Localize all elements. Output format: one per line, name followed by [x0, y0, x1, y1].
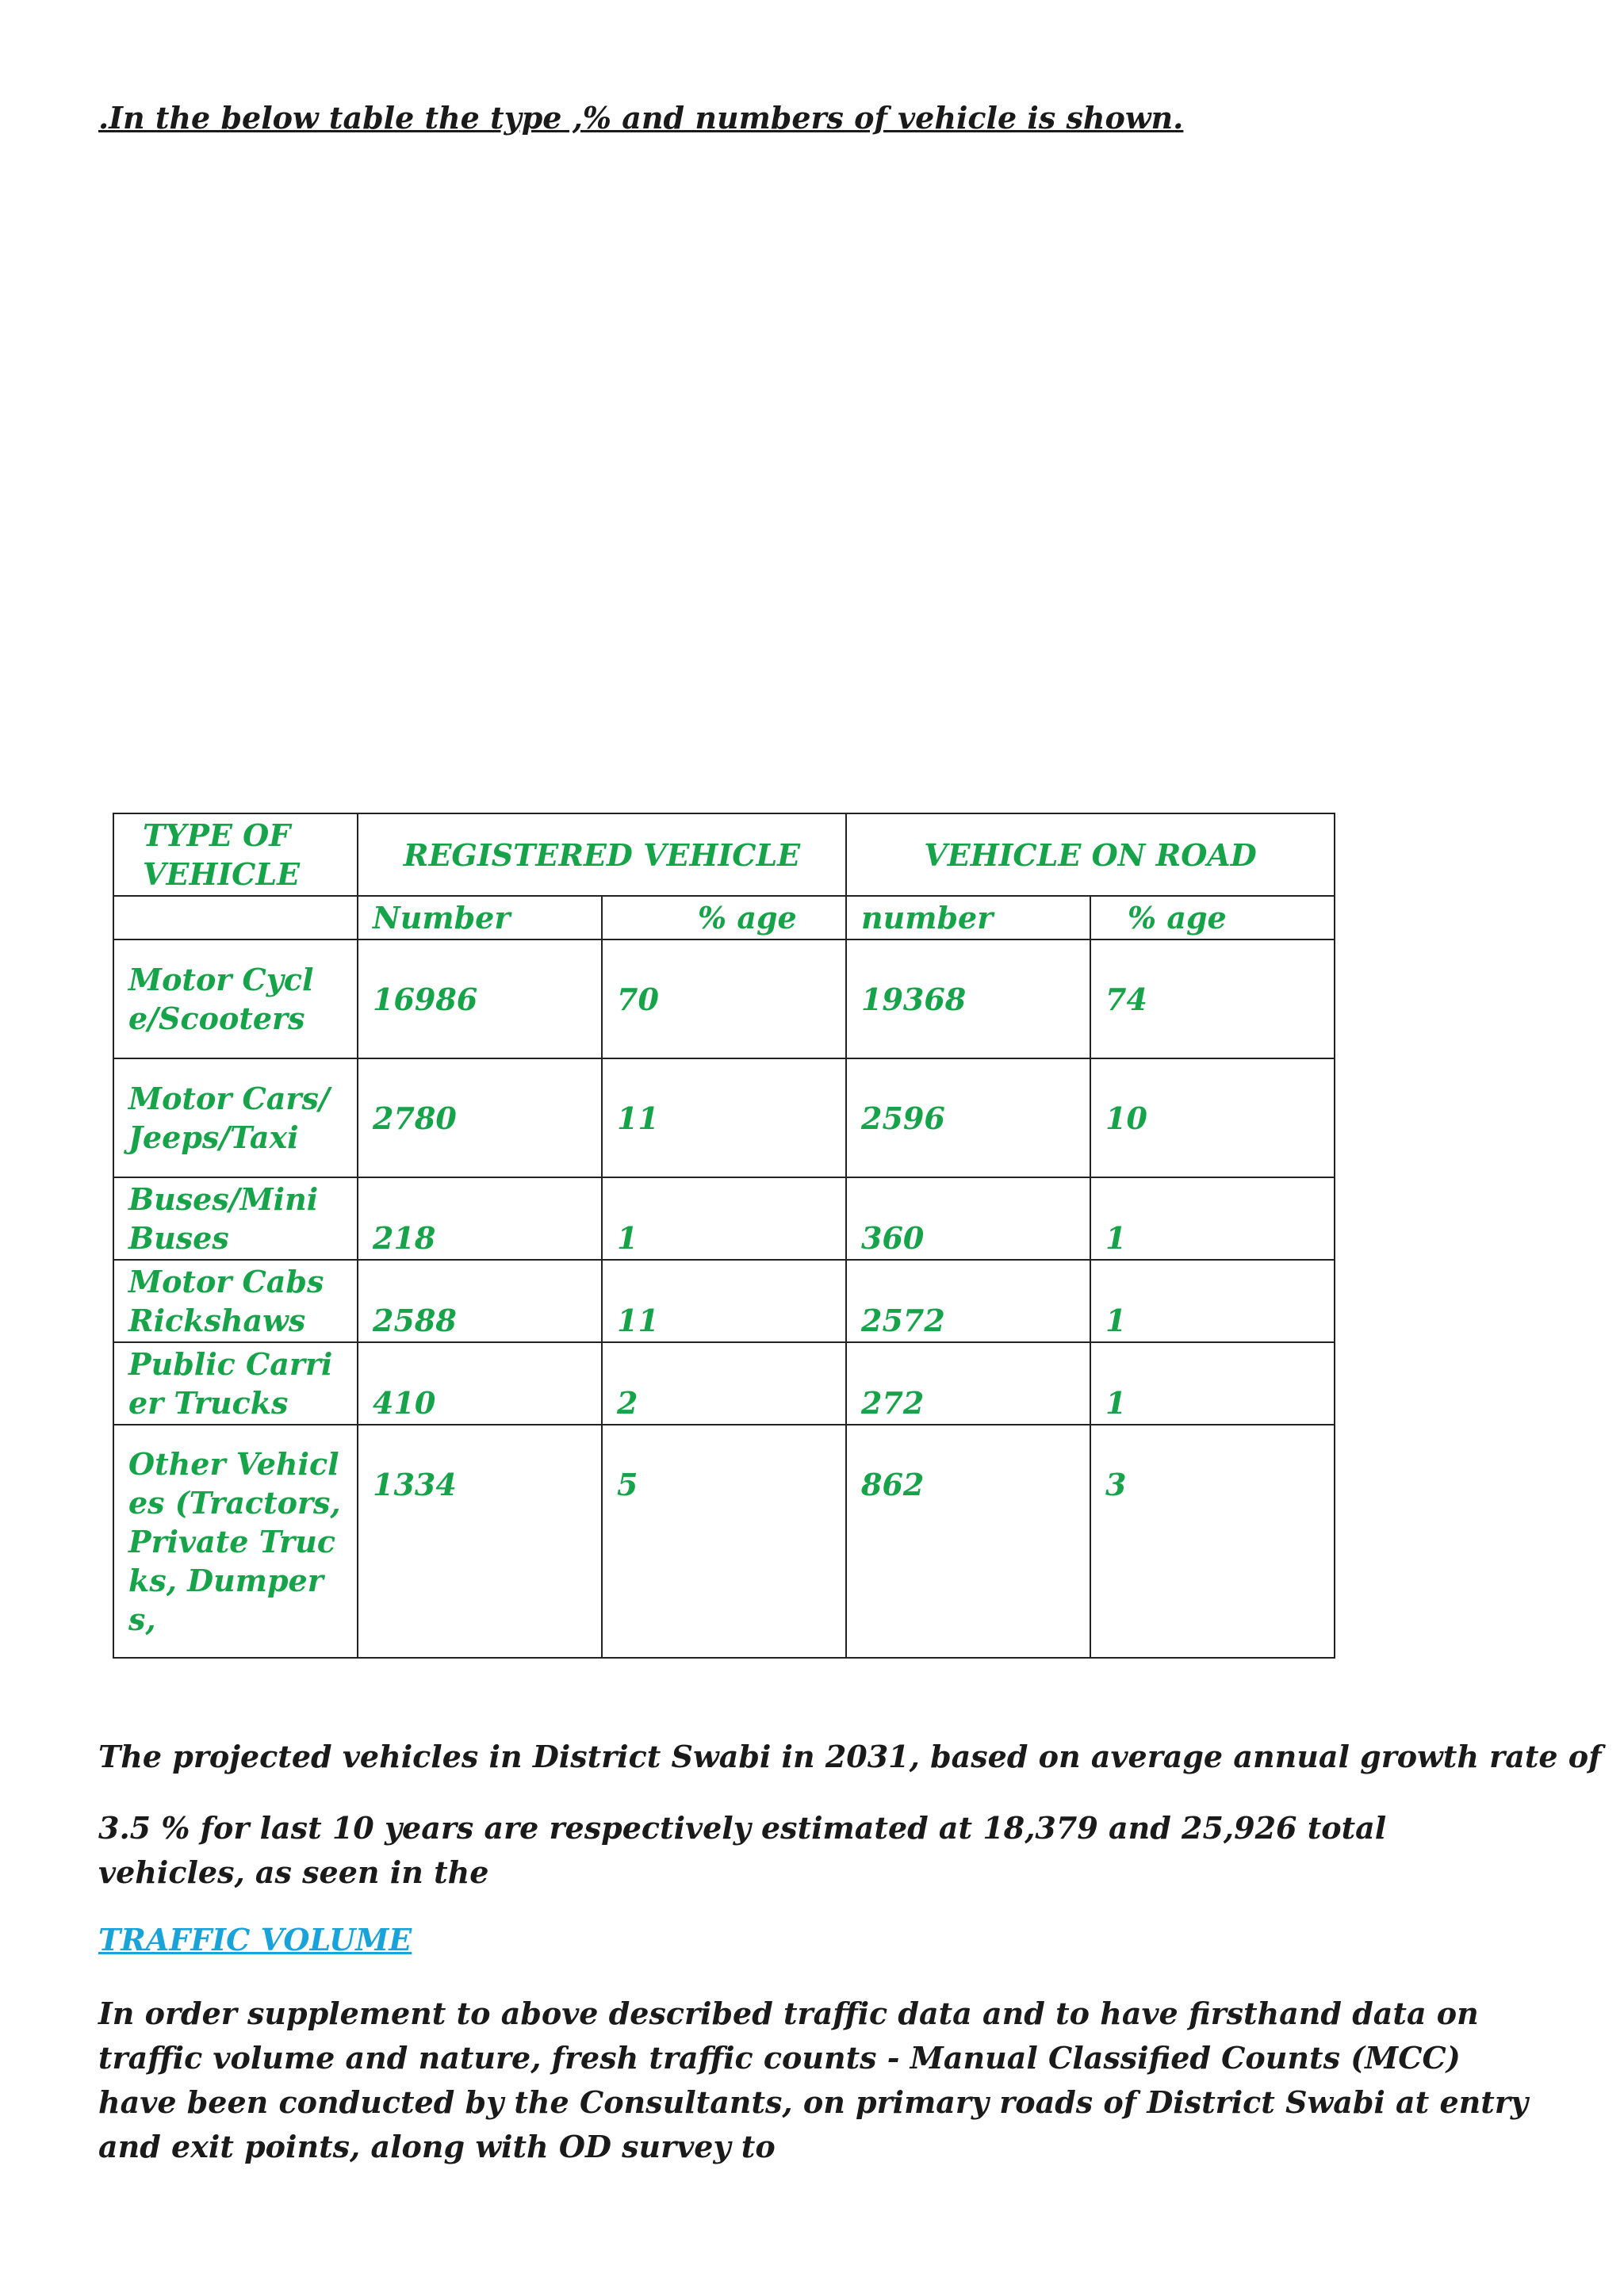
header-on-road: VEHICLE ON ROAD: [846, 813, 1335, 896]
subheader-road-number: number: [846, 896, 1090, 939]
table-row: [113, 1177, 1335, 1260]
row-reg-pct: 11: [602, 1260, 846, 1342]
header-registered: REGISTERED VEHICLE: [358, 813, 846, 896]
row-road-number: 272: [846, 1342, 1090, 1425]
row-reg-number: 218: [358, 1177, 602, 1260]
header-type: TYPE OF VEHICLE: [113, 813, 358, 896]
row-reg-number: 410: [358, 1342, 602, 1425]
intro-text: .In the below table the type ,% and numbers of vehicle is shown.: [98, 100, 1184, 136]
row-road-number: 19368: [846, 939, 1090, 1058]
row-road-number: 360: [846, 1177, 1090, 1260]
row-reg-number: 2588: [358, 1260, 602, 1342]
row-reg-number: 1334: [358, 1425, 602, 1658]
row-type: Motor Cabs Rickshaws: [113, 1260, 358, 1342]
table-row: [113, 1260, 1335, 1342]
row-reg-pct: 5: [602, 1425, 846, 1658]
row-road-pct: 3: [1090, 1425, 1335, 1658]
row-road-pct: 1: [1090, 1260, 1335, 1342]
projection-paragraph-line1: The projected vehicles in District Swabi in 2031, based on average annual growth rate of: [98, 1739, 1602, 1774]
traffic-volume-heading-link[interactable]: TRAFFIC VOLUME: [98, 1922, 412, 1957]
table-row: [113, 1425, 1335, 1658]
subheader-reg-number: Number: [358, 896, 602, 939]
row-type: Buses/Mini Buses: [113, 1177, 358, 1260]
traffic-volume-paragraph: In order supplement to above described traffic data and to have firsthand data on traffic volume and nature, fresh traffic counts - Manual Classified Counts (MCC) have been conducted by the Consultants, on primary roads of District Swabi at entry and exit points, along with OD survey to: [98, 1996, 1528, 2164]
row-reg-pct: 70: [602, 939, 846, 1058]
table-row: [113, 1058, 1335, 1177]
table-subheader-row: [113, 896, 1335, 939]
projection-paragraph-line2: 3.5 % for last 10 years are respectively estimated at 18,379 and 25,926 total vehicles, as seen in the: [98, 1810, 1387, 1890]
row-type: Motor Cycle/Scooters: [113, 939, 358, 1058]
row-road-pct: 1: [1090, 1342, 1335, 1425]
vehicle-table: [113, 813, 1335, 1659]
subheader-reg-pct: % age: [602, 896, 846, 939]
row-road-pct: 74: [1090, 939, 1335, 1058]
row-reg-number: 16986: [358, 939, 602, 1058]
row-reg-pct: 11: [602, 1058, 846, 1177]
table-header-row: [113, 813, 1335, 896]
row-road-pct: 1: [1090, 1177, 1335, 1260]
row-reg-pct: 1: [602, 1177, 846, 1260]
table-row: [113, 1342, 1335, 1425]
row-reg-pct: 2: [602, 1342, 846, 1425]
row-type: Public Carrier Trucks: [113, 1342, 358, 1425]
row-reg-number: 2780: [358, 1058, 602, 1177]
subheader-road-pct: % age: [1090, 896, 1335, 939]
row-road-number: 2572: [846, 1260, 1090, 1342]
table-row: [113, 939, 1335, 1058]
row-road-pct: 10: [1090, 1058, 1335, 1177]
row-road-number: 2596: [846, 1058, 1090, 1177]
subheader-empty: [113, 896, 358, 939]
row-type: Other Vehicles (Tractors, Private Trucks, Dumpers,: [113, 1425, 358, 1658]
row-road-number: 862: [846, 1425, 1090, 1658]
row-type: Motor Cars/Jeeps/Taxi: [113, 1058, 358, 1177]
